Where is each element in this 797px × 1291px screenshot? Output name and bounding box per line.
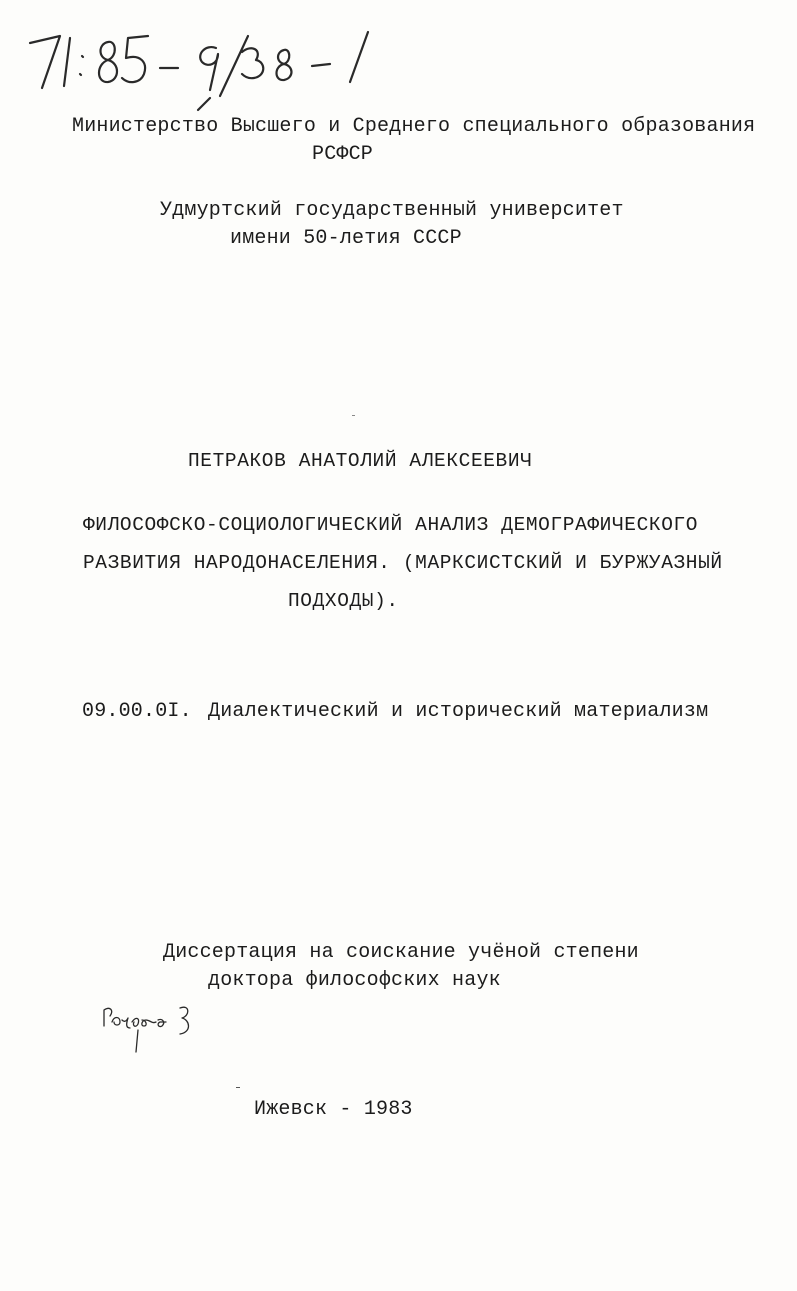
university-line-1: Удмуртский государственный университет <box>160 199 624 222</box>
specialty-code: 09.00.0I. <box>82 700 192 723</box>
specialty-name: Диалектический и исторический материализм <box>208 700 709 723</box>
handwritten-archive-mark <box>20 18 380 118</box>
university-line-2: имени 50-летия СССР <box>230 227 462 250</box>
ministry-line: Министерство Высшего и Среднего специального образования <box>72 115 756 138</box>
author-name: ПЕТРАКОВ АНАТОЛИЙ АЛЕКСЕЕВИЧ <box>188 450 533 472</box>
title-line-3: ПОДХОДЫ). <box>288 590 399 612</box>
degree-line-1: Диссертация на соискание учёной степени <box>163 941 639 964</box>
signature <box>98 1000 208 1060</box>
title-line-1: ФИЛОСОФСКО-СОЦИОЛОГИЧЕСКИЙ АНАЛИЗ ДЕМОГРАФИЧЕСКОГО <box>83 514 699 536</box>
republic-line: РСФСР <box>312 143 374 166</box>
paper-speck <box>236 1087 240 1088</box>
degree-line-2: доктора философских наук <box>208 969 501 992</box>
place-year: Ижевск - 1983 <box>254 1098 413 1121</box>
title-line-2: РАЗВИТИЯ НАРОДОНАСЕЛЕНИЯ. (МАРКСИСТСКИЙ И БУРЖУАЗНЫЙ <box>83 552 723 574</box>
paper-speck <box>352 415 355 416</box>
